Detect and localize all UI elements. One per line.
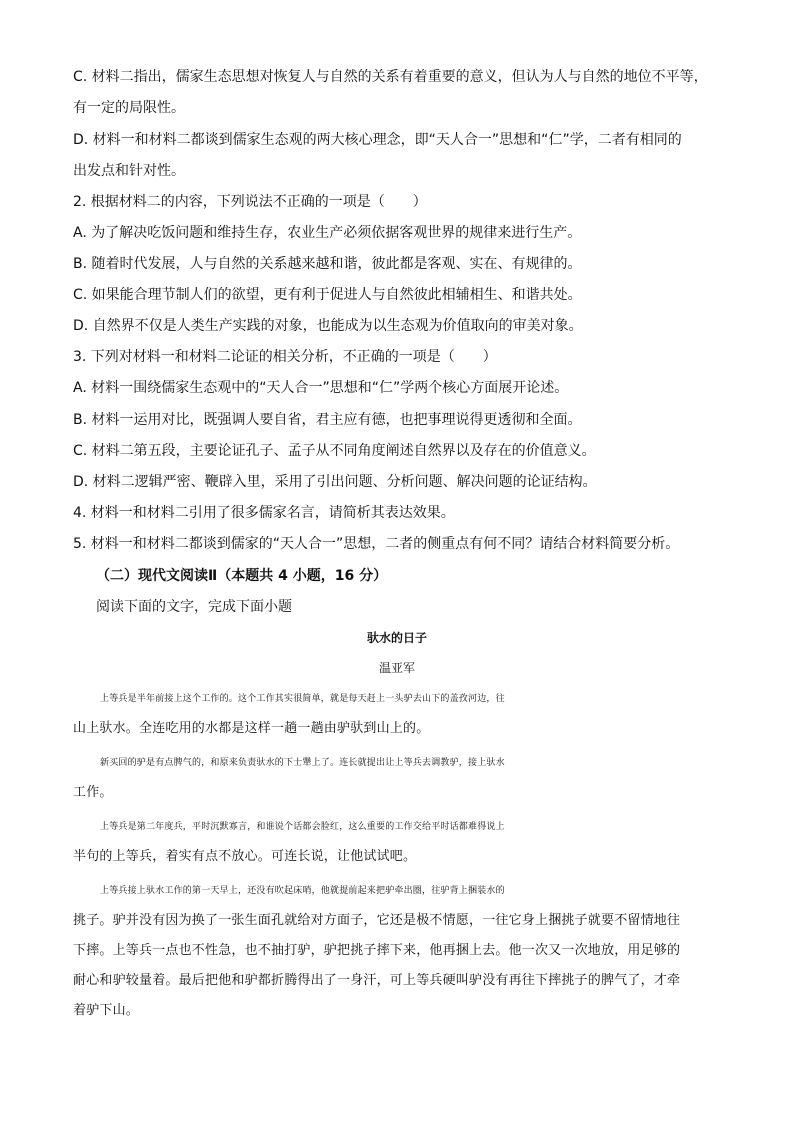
q1-option-c-line2: 有一定的局限性。	[73, 100, 185, 116]
section-heading: （二）现代文阅读Ⅱ（本题共 4 小题，16 分）	[96, 568, 388, 584]
story-paragraph-line: 着驴下山。	[73, 1003, 140, 1018]
story-paragraph-line: 上等兵是半年前接上这个工作的。这个工作其实很简单，就是每天赶上一头驴去山下的盖孜河边，往	[100, 694, 505, 704]
q3-option-d: D. 材料二逻辑严密、鞭辟入里，采用了引出问题、分析问题、解决问题的论证结构。	[73, 474, 597, 490]
q1-option-d-line2: 出发点和针对性。	[73, 163, 185, 179]
story-paragraph-line: 耐心和驴较量着。最后把他和驴都折腾得出了一身汗，可上等兵硬叫驴没有再往下摔挑子的脾气了，才牵	[73, 973, 681, 988]
q1-option-c-line1: C. 材料二指出，儒家生态思想对恢复人与自然的关系有着重要的意义，但认为人与自然的地位不平等，	[73, 69, 708, 85]
story-title: 驮水的日子	[366, 631, 427, 645]
story-paragraph-line: 山上驮水。全连吃用的水都是这样一趟一趟由驴驮到山上的。	[73, 721, 430, 736]
q1-option-d-line1: D. 材料一和材料二都谈到儒家生态观的两大核心理念，即“天人合一”思想和“仁”学，二者有相同的	[73, 132, 682, 148]
q2-option-d: D. 自然界不仅是人类生产实践的对象，也能成为以生态观为价值取向的审美对象。	[73, 318, 583, 334]
story-paragraph-line: 挑子。驴并没有因为换了一张生面孔就给对方面子，它还是极不情愿，一往它身上捆挑子就要不留情地往	[73, 913, 681, 928]
q5-stem: 5. 材料一和材料二都谈到儒家的“天人合一”思想，二者的侧重点有何不同？请结合材料简要分析。	[73, 536, 680, 552]
story-paragraph-line: 工作。	[73, 785, 113, 800]
section-instruction: 阅读下面的文字，完成下面小题	[96, 599, 292, 615]
q3-option-c: C. 材料二第五段，主要论证孔子、孟子从不同角度阐述自然界以及存在的价值意义。	[73, 443, 596, 459]
story-paragraph-line: 半句的上等兵，着实有点不放心。可连长说，让他试试吧。	[73, 849, 417, 864]
story-paragraph-line: 新买回的驴是有点脾气的，和原来负责驮水的下士犟上了。连长就提出让上等兵去调教驴，接上驮水	[100, 758, 505, 768]
story-paragraph-line: 上等兵是第二年度兵，平时沉默寡言，和谁说个话都会脸红，这么重要的工作交给平时话都难得说上	[100, 822, 505, 832]
story-author: 温亚军	[378, 661, 415, 675]
q2-stem: 2. 根据材料二的内容，下列说法不正确的一项是（ ）	[73, 194, 427, 210]
q2-option-b: B. 随着时代发展，人与自然的关系越来越和谐，彼此都是客观、实在、有规律的。	[73, 256, 582, 272]
q3-option-b: B. 材料一运用对比，既强调人要自省，君主应有德，也把事理说得更透彻和全面。	[73, 412, 582, 428]
story-paragraph-line: 下摔。上等兵一点也不性急，也不抽打驴，驴把挑子摔下来，他再捆上去。他一次又一次地放，用足够的	[73, 943, 681, 958]
q3-option-a: A. 材料一围绕儒家生态观中的“天人合一”思想和“仁”学两个核心方面展开论述。	[73, 380, 569, 396]
q2-option-a: A. 为了解决吃饭问题和维持生存，农业生产必须依据客观世界的规律来进行生产。	[73, 225, 582, 241]
q3-stem: 3. 下列对材料一和材料二论证的相关分析，不正确的一项是（ ）	[73, 349, 497, 365]
q2-option-c: C. 如果能合理节制人们的欲望，更有利于促进人与自然彼此相辅相生、和谐共处。	[73, 287, 582, 303]
story-paragraph-line: 上等兵接上驮水工作的第一天早上，还没有吹起床哨，他就提前起来把驴牵出圈，往驴背上捆装水的	[100, 886, 505, 896]
q4-stem: 4. 材料一和材料二引用了很多儒家名言，请简析其表达效果。	[73, 505, 455, 521]
